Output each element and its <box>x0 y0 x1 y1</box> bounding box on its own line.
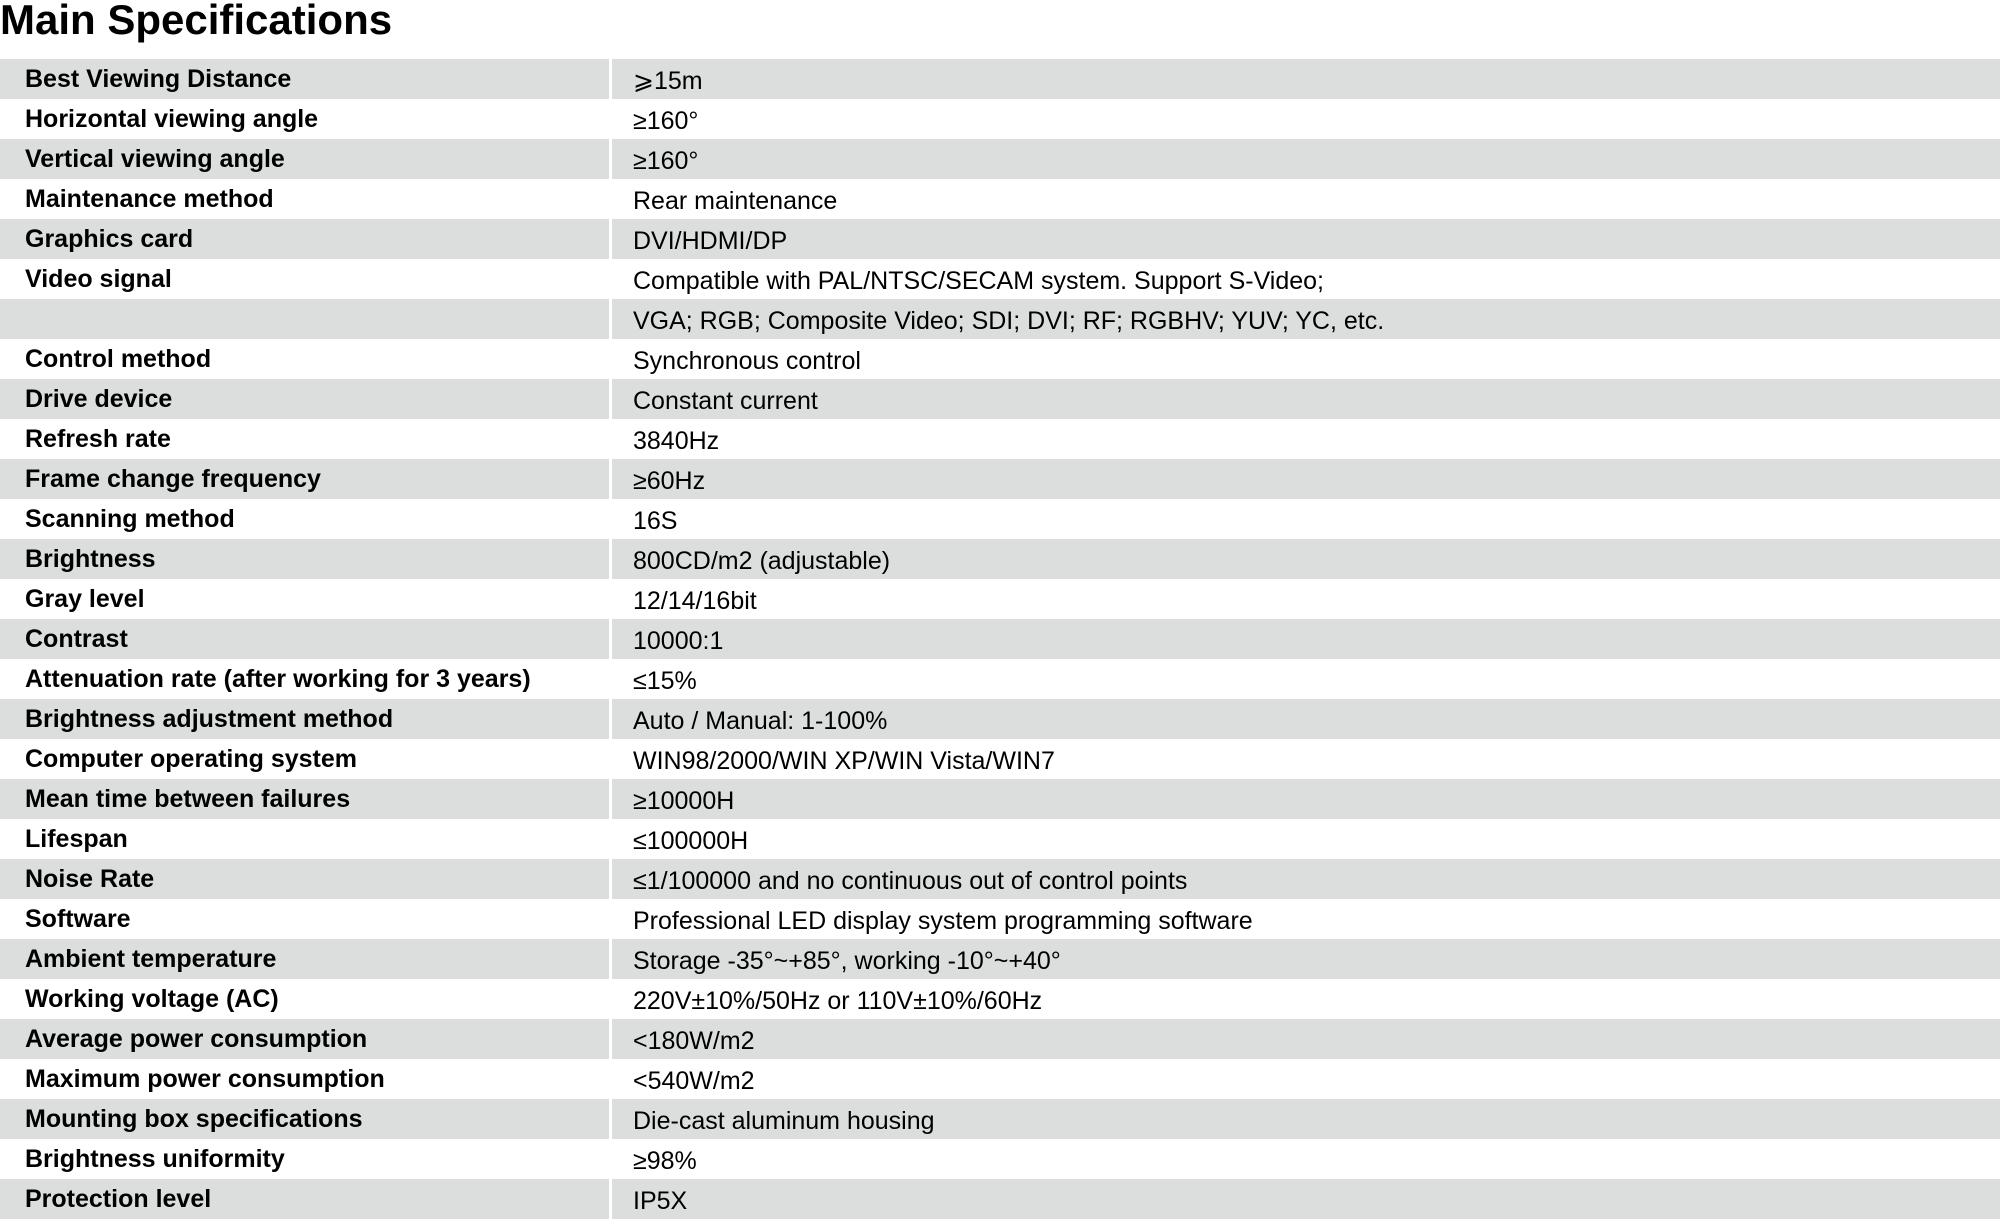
spec-row <box>0 739 2000 779</box>
spec-row <box>0 459 2000 499</box>
spec-label: Computer operating system <box>25 745 358 773</box>
spec-value: ≥10000H <box>612 779 2000 819</box>
spec-label: Working voltage (AC) <box>25 985 279 1013</box>
page-title: Main Specifications <box>0 0 393 43</box>
spec-value: Storage -35°~+85°, working -10°~+40° <box>612 939 2000 979</box>
spec-row <box>0 299 2000 339</box>
spec-row <box>0 1019 2000 1059</box>
spec-label: Frame change frequency <box>0 459 609 499</box>
spec-label: Ambient temperature <box>0 939 609 979</box>
spec-value: 220V±10%/50Hz or 110V±10%/60Hz <box>633 987 1043 1015</box>
spec-value: ≥60Hz <box>612 459 2000 499</box>
spec-label: Average power consumption <box>0 1019 609 1059</box>
spec-value: <540W/m2 <box>633 1067 755 1095</box>
spec-label: Mean time between failures <box>0 779 609 819</box>
spec-value: ≥98% <box>633 1147 697 1175</box>
spec-label: Horizontal viewing angle <box>25 105 319 133</box>
spec-value: Constant current <box>612 379 2000 419</box>
spec-label: Gray level <box>25 585 145 613</box>
spec-value: <180W/m2 <box>612 1019 2000 1059</box>
spec-label: Attenuation rate (after working for 3 years) <box>25 665 531 693</box>
spec-row <box>0 339 2000 379</box>
spec-label: Brightness uniformity <box>25 1145 285 1173</box>
spec-value: Rear maintenance <box>633 187 838 215</box>
spec-value: WIN98/2000/WIN XP/WIN Vista/WIN7 <box>633 747 1055 775</box>
spec-row <box>0 979 2000 1019</box>
spec-value: 12/14/16bit <box>633 587 757 615</box>
spec-row <box>0 899 2000 939</box>
spec-value: Compatible with PAL/NTSC/SECAM system. Support S-Video; <box>633 267 1325 295</box>
spec-label: Contrast <box>0 619 609 659</box>
spec-row <box>0 1099 2000 1139</box>
spec-value: ≥160° <box>633 107 699 135</box>
spec-label: Software <box>25 905 131 933</box>
spec-label: Lifespan <box>25 825 128 853</box>
spec-value: VGA; RGB; Composite Video; SDI; DVI; RF; RGBHV; YUV; YC, etc. <box>612 299 2000 339</box>
spec-label: Maximum power consumption <box>25 1065 385 1093</box>
spec-row <box>0 819 2000 859</box>
spec-row <box>0 179 2000 219</box>
spec-value: ≥160° <box>612 139 2000 179</box>
spec-label: Scanning method <box>25 505 235 533</box>
spec-row <box>0 859 2000 899</box>
spec-value: 3840Hz <box>633 427 720 455</box>
spec-row <box>0 219 2000 259</box>
spec-row <box>0 139 2000 179</box>
spec-value: DVI/HDMI/DP <box>612 219 2000 259</box>
spec-row <box>0 1179 2000 1219</box>
spec-value: Professional LED display system programming software <box>633 907 1253 935</box>
spec-row <box>0 499 2000 539</box>
spec-label: Best Viewing Distance <box>0 59 609 99</box>
spec-label: Drive device <box>0 379 609 419</box>
spec-row <box>0 59 2000 99</box>
spec-label: Brightness <box>0 539 609 579</box>
spec-value: Synchronous control <box>633 347 861 375</box>
spec-row <box>0 259 2000 299</box>
spec-row <box>0 1139 2000 1179</box>
spec-label: Refresh rate <box>25 425 171 453</box>
spec-row <box>0 939 2000 979</box>
spec-row <box>0 1059 2000 1099</box>
spec-value: ≤15% <box>633 667 697 695</box>
spec-label: Maintenance method <box>25 185 274 213</box>
spec-label: Video signal <box>25 265 172 293</box>
spec-row <box>0 579 2000 619</box>
spec-label: Mounting box specifications <box>0 1099 609 1139</box>
spec-value: IP5X <box>612 1179 2000 1219</box>
spec-row <box>0 779 2000 819</box>
spec-row <box>0 659 2000 699</box>
spec-value: ≤100000H <box>633 827 749 855</box>
spec-label <box>0 299 609 339</box>
spec-label: Vertical viewing angle <box>0 139 609 179</box>
spec-value: Die-cast aluminum housing <box>612 1099 2000 1139</box>
spec-label: Brightness adjustment method <box>0 699 609 739</box>
spec-value: 16S <box>633 507 678 535</box>
spec-value: Auto / Manual: 1-100% <box>612 699 2000 739</box>
spec-row <box>0 619 2000 659</box>
spec-row <box>0 539 2000 579</box>
spec-table <box>0 59 2000 1219</box>
spec-row <box>0 699 2000 739</box>
spec-label: Noise Rate <box>0 859 609 899</box>
spec-label: Protection level <box>0 1179 609 1219</box>
spec-value: ≤1/100000 and no continuous out of control points <box>612 859 2000 899</box>
spec-label: Control method <box>25 345 212 373</box>
spec-value: 800CD/m2 (adjustable) <box>612 539 2000 579</box>
spec-value: 10000:1 <box>612 619 2000 659</box>
spec-row <box>0 379 2000 419</box>
spec-row <box>0 99 2000 139</box>
spec-row <box>0 419 2000 459</box>
spec-value: ⩾15m <box>612 59 2000 99</box>
spec-label: Graphics card <box>0 219 609 259</box>
